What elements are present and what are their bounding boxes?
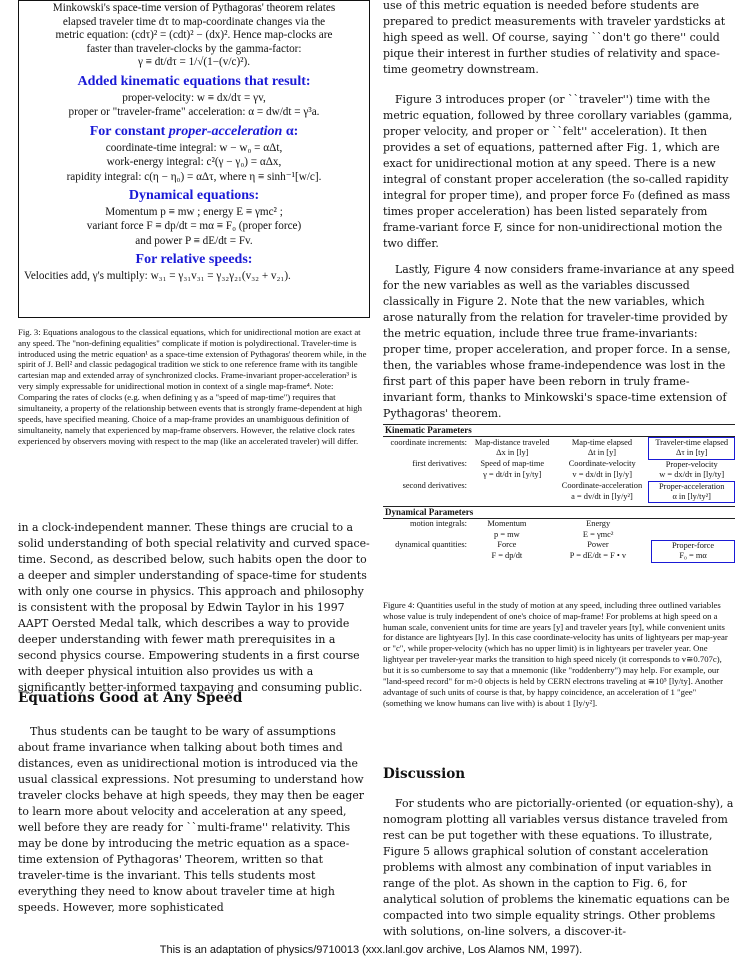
figure-3-intro-line: faster than traveler-clocks by the gamma-factor:: [86, 42, 302, 55]
cell: Δt in [y]: [587, 448, 617, 458]
cell: Force: [497, 540, 517, 550]
dynamical-parameters-title: Dynamical Parameters: [383, 506, 735, 519]
constant-acceleration-heading: [22, 124, 366, 140]
coordinate-time-integral: coordinate-time integral: w − w₀ = αΔt,: [105, 141, 283, 154]
row-label: dynamical quantities:: [395, 540, 467, 550]
cell: γ = dt/dτ in [y/ty]: [483, 470, 542, 480]
cell: [652, 530, 735, 540]
page-footer: This is an adaptation of physics/9710013 (xxx.lanl.gov archive, Los Alamos NM, 1997).: [159, 944, 583, 956]
force-equation: variant force F ≡ dp/dt = mα ≡ F₀ (proper force): [86, 220, 302, 233]
cell-invariant: Traveler-time elapsed: [649, 438, 735, 449]
cell-invariant: F₀ = mα: [652, 551, 735, 562]
cell: Speed of map-time: [480, 459, 545, 469]
heading-emphasis: proper-acceleration: [168, 123, 283, 139]
kinematic-heading: Added kinematic equations that result:: [77, 73, 311, 89]
figure-3-intro-line: metric equation: (cdτ)² = (cdt)² − (dx)². Hence map-clocks are: [55, 29, 333, 42]
cell: Momentum: [487, 519, 527, 529]
cell-invariant: α in [ly/ty²]: [649, 492, 735, 503]
rapidity-integral: rapidity integral: c(η − η₀) = αΔτ, where η ≡ sinh⁻¹[w/c].: [66, 170, 322, 183]
right-paragraph-2: Figure 3 introduces proper (or ``traveler'') time with the metric equation, followed by three corollary variables (gamma, proper velocity, and proper or ``felt'' acceleration). It then provides a set of equations, patterned after Fig. 1, which are exact for unidirectional motion at any speed. There is a new integral of constant proper acceleration (the so-called rapidity integral for proper time), and proper force F₀ (defined as mass times proper acceleration) has been listed separately from frame-variant force F, since for non-unidirectional motion the two differ.: [383, 93, 733, 250]
proper-acceleration-equation: proper or "traveler-frame" acceleration: α = dw/dt = γ³a.: [68, 106, 320, 119]
cell: [469, 481, 556, 492]
section-heading-discussion: Discussion: [383, 766, 466, 782]
velocity-addition-equation: Velocities add, γ's multiply: w₃₁ = γ₃₁v₃₁ = γ₃₂γ₂₁(v₃₂ + v₂₁).: [24, 270, 291, 283]
cell-invariant: Proper-force: [652, 540, 735, 551]
right-paragraph-3: Lastly, Figure 4 now considers frame-invariance at any speed for the new variables as well as the variables discussed classically in Figure 2. Note that the new variables, which arose naturally from the relation for traveler-time provided by the metric equation, include three true frame-invariants: proper time, proper acceleration, and proper force. In a sense, then, the variables whose frame-independence was lost in the first part of this paper have been reborn in truly frame-invariant form, thanks to Minkowski's space-time extension of Pythagoras' theorem.: [383, 263, 735, 420]
cell: Power: [587, 540, 609, 550]
figure-4-caption: Figure 4: Quantities useful in the study of motion at any speed, including three outlined variables whose value is truly independent of one's choice of map-frame! For problems at high speed on a human scale, convenient units for time are years [y] and traveler years [ty], while convenient units for distance are lightyears [ly]. In this case coordinate-velocity has units of lightyears per map-year or "c", while proper-velocity (which has no upper limit) is in lightyears per traveler year. One lightyear per traveler-year marks the transition to high speed nicely (it corresponds to v≅0.707c), but it is so cumbersome to say that a mnemonic (like "roddenberry") may help. For example, our "land-speed record" for m>0 objects is held by CERN electrons traveling at ≅10⁵ [ly/ty]. Another advantage of such units of course is that, by happy coincidence, an acceleration of 1 "gee" (something we know humans can live with) is about 1 [ly/y²].: [383, 599, 728, 708]
cell: a = dv/dt in [ly/y²]: [571, 492, 633, 502]
cell: Coordinate-acceleration: [561, 481, 643, 491]
figure-3-intro-line: elapsed traveler time dτ to map-coordinate changes via the: [62, 15, 326, 28]
cell: [652, 519, 735, 529]
figure-3-box: [18, 0, 370, 318]
figure-3-intro-line: Minkowski's space-time version of Pythagoras' theorem relates: [52, 2, 336, 14]
dynamical-table: [383, 519, 735, 562]
cell: p = mw: [494, 529, 520, 539]
cell: E = γmc²: [582, 529, 614, 539]
power-equation: and power P ≡ dE/dt = Fv.: [135, 234, 253, 247]
row-label: motion integrals:: [410, 519, 467, 529]
section-heading-equations: Equations Good at Any Speed: [18, 690, 243, 706]
proper-velocity-equation: proper-velocity: w ≡ dx/dτ = γv,: [122, 91, 266, 104]
relative-speeds-heading: For relative speeds:: [135, 252, 253, 268]
figure-4-table: [383, 424, 735, 563]
right-paragraph-1: use of this metric equation is needed before students are prepared to predict measurements with traveler yardsticks at high speed as well. Of course, saying ``don't go there'' could pique their interest in further studies of relativity and space-time geometry downstream.: [383, 0, 726, 76]
left-paragraph-1: in a clock-independent manner. These things are crucial to a solid understanding of both special relativity and curved space-time. Second, as described below, such habits open the door to a deeper and simpler understanding of space-time for students with only one course in physics. This approach and philosophy is consistent with the proposal by Edwin Taylor in his 1997 AAPT Oersted Medal talk, which describes a way to provide deeper understanding with fewer math prerequisites in a second physics course. Empowering students in a first course with deeper physical intuition also provides us with a significantly better-informed taxpaying and consuming public.: [18, 521, 370, 694]
cell-invariant: Proper-acceleration: [649, 481, 735, 492]
cell: [469, 492, 556, 503]
cell: Coordinate-velocity: [568, 459, 636, 469]
row-label: coordinate increments:: [390, 437, 467, 447]
cell: F = dp/dt: [491, 551, 523, 561]
cell: Map-distance traveled: [474, 437, 550, 447]
cell: Δx in [ly]: [496, 448, 529, 458]
kinematic-parameters-title: Kinematic Parameters: [383, 424, 735, 437]
row-label: first derivatives:: [412, 459, 467, 469]
cell-invariant: Δτ in [ty]: [649, 448, 735, 459]
cell: w = dx/dτ in [ly/ty]: [659, 470, 725, 480]
work-energy-integral: work-energy integral: c²(γ − γ₀) = αΔx,: [106, 156, 282, 169]
cell: P = dE/dt = F • v: [569, 551, 627, 561]
heading-text: α:: [282, 123, 299, 139]
figure-3-caption: Fig. 3: Equations analogous to the classical equations, which for unidirectional motion are exact at any speed. The "non-defining equalities" complicate if motion is polydirectional. Traveler-time is introduced using the metric equation¹ as a space-time extension of Pythagoras' theorem while, in the spirit of J. Bell² and classic pedagogical tradition we stick to one reference frame with its tangible cartesian map and extended array of synchronized clocks. Frame-invariant proper-acceleration³ is very simply expressable for unidirectional motion in context of a single map-frame⁴. Note: Comparing the rates of clocks (e.g. when defining γ as a "speed of map-time") requires that simultaneity, a property of the relationship between events that is strongly frame-dependent at high speeds, have specified meaning. Choice of a map-frame provides an unambiguous definition of simultaneity, namely that experienced by map-frame observers. However, the relative clock rates experienced by observers moving with respect to the map (like an accelerated traveler) will differ.: [18, 326, 367, 446]
dynamical-heading: Dynamical equations:: [128, 188, 260, 203]
kinematic-table: [383, 437, 735, 503]
row-label: second derivatives:: [402, 481, 467, 491]
cell: Energy: [586, 519, 611, 529]
right-paragraph-4: For students who are pictorially-oriented (or equation-shy), a nomogram plotting all variables versus distance traveled from rest can be put together with these equations. To illustrate, Figure 5 allows graphical solution of constant acceleration problems with almost any combination of input variables in range of the plot. As shown in the caption to Fig. 6, for analytical solution of problems the kinematic equations can be compacted into two simple equality strings. Other problems with solutions, on-line solvers, a discover-it-: [383, 797, 734, 938]
cell: v = dx/dt in [ly/y]: [572, 470, 633, 480]
cell: Proper-velocity: [665, 459, 718, 469]
left-paragraph-2: Thus students can be taught to be wary of assumptions about frame invariance when talking about both times and distances, even as unidirectional motion is introduced via the usual classical expressions. Not presuming to understand how traveler clocks behave at high speeds, they may then be eager to learn more about velocity and acceleration at any speed, well before they are ready for ``multi-frame'' relativity. This may be done by introducing the metric equation as a space-time extension of Pythagoras' Theorem, written so that traveler-time is the invariant. This tells students most everything they need to know about traveler time at high speeds. However, more sophisticated: [18, 725, 364, 914]
gamma-factor-equation: γ ≡ dt/dτ = 1/√(1−(v/c)²).: [137, 56, 251, 69]
momentum-energy-equation: Momentum p ≡ mw ; energy E ≡ γmc² ;: [105, 206, 283, 218]
heading-text: For constant: [89, 123, 169, 139]
cell: Map-time elapsed: [571, 437, 633, 447]
